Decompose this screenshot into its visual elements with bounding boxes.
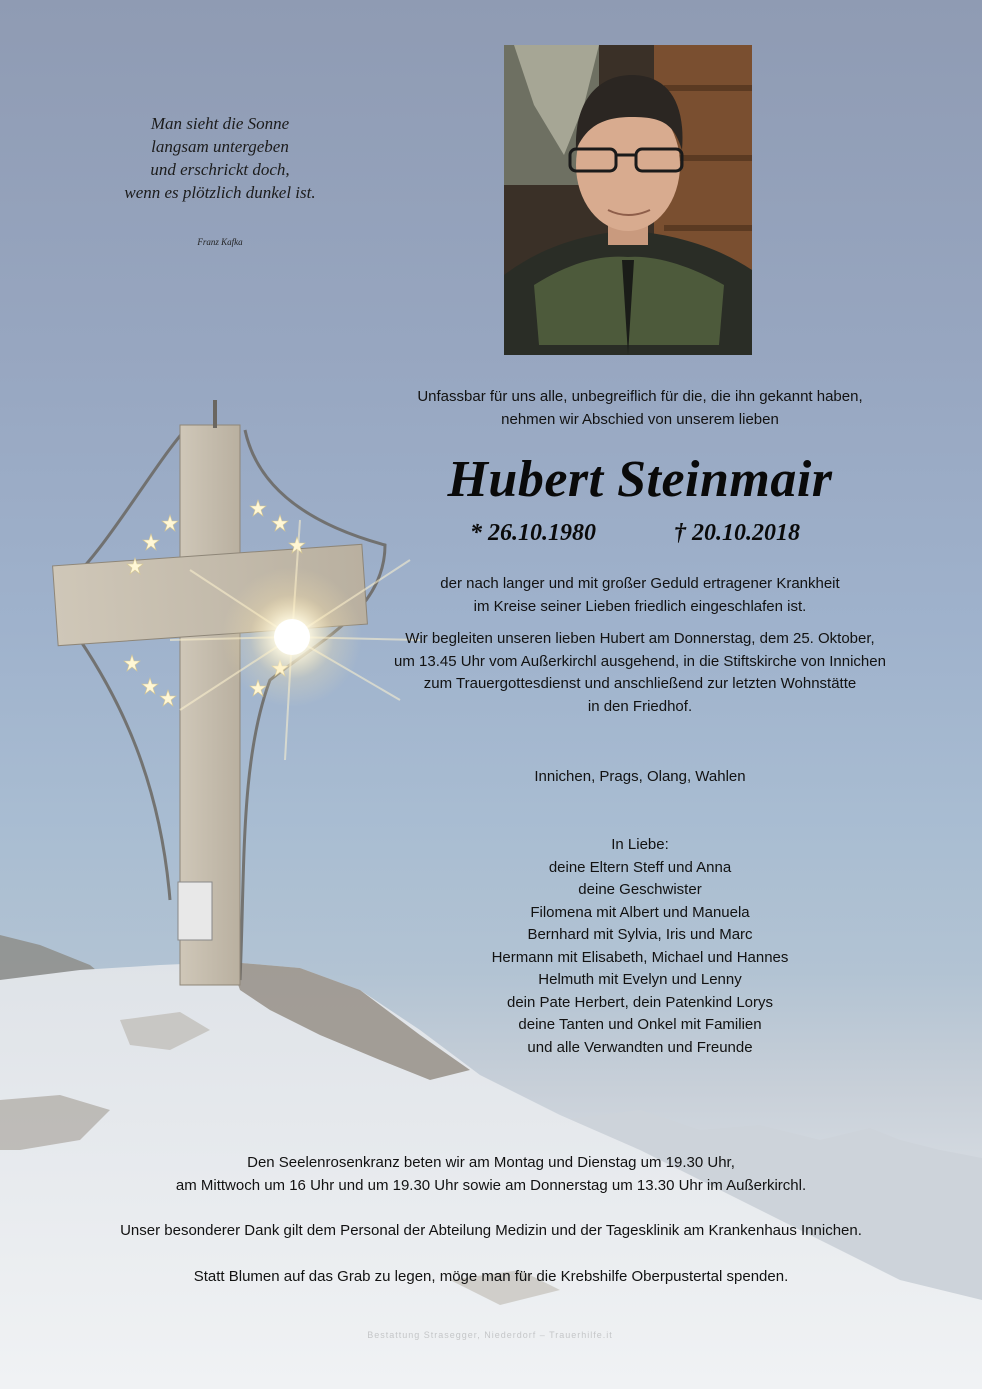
birth-date: * 26.10.1980 — [470, 520, 596, 546]
places-text: Innichen, Prags, Olang, Wahlen — [534, 768, 746, 785]
quote-author: Franz Kafka — [197, 237, 243, 247]
rosary-line: am Mittwoch um 16 Uhr und um 19.30 Uhr sowie am Donnerstag um 13.30 Uhr im Außerkirchl. — [175, 1176, 807, 1194]
mourner-line: Filomena mit Albert und Manuela — [530, 903, 750, 921]
portrait-photo — [504, 45, 752, 355]
mourner-line: Bernhard mit Sylvia, Iris und Marc — [527, 926, 753, 943]
deceased-name: Hubert Steinmair — [447, 451, 833, 508]
funeral-line: zum Trauergottesdienst und anschließend zur letzten Wohnstätte — [423, 675, 857, 692]
rosary-text — [40, 1152, 942, 1197]
mourner-line: Helmuth mit Evelyn und Lenny — [538, 971, 742, 988]
mourner-line: Hermann mit Elisabeth, Michael und Hannes — [491, 948, 789, 966]
intro-text — [380, 386, 900, 431]
rosary-line: Den Seelenrosenkranz beten wir am Montag und Dienstag um 19.30 Uhr, — [247, 1154, 735, 1171]
death-date: † 20.10.2018 — [674, 520, 800, 546]
mourners-list — [380, 834, 900, 1059]
quote-line: Man sieht die Sonne — [150, 114, 290, 133]
passing-line: der nach langer und mit großer Geduld ertragener Krankheit — [440, 575, 840, 592]
quote-text — [100, 112, 340, 204]
mourner-line: In Liebe: — [611, 836, 669, 853]
funeral-text — [380, 628, 900, 718]
funeral-line: Wir begleiten unseren lieben Hubert am Donnerstag, dem 25. Oktober, — [405, 630, 875, 647]
mourner-line: deine Eltern Steff und Anna — [548, 858, 732, 876]
mourner-line: und alle Verwandten und Freunde — [527, 1038, 753, 1056]
mourner-line: dein Pate Herbert, dein Patenkind Lorys — [507, 993, 773, 1011]
funeral-home-footer: Bestattung Strasegger, Niederdorf – Trauerhilfe.it — [367, 1330, 613, 1340]
mourner-line: deine Geschwister — [578, 881, 702, 898]
funeral-line: in den Friedhof. — [587, 697, 693, 715]
passing-line: im Kreise seiner Lieben friedlich eingeschlafen ist. — [473, 597, 807, 615]
passing-text — [380, 573, 900, 618]
quote-line: wenn es plötzlich dunkel ist. — [124, 183, 316, 202]
quote-line: und erschrickt doch, — [150, 160, 290, 179]
funeral-line: um 13.45 Uhr vom Außerkirchl ausgehend, in die Stiftskirche von Innichen — [394, 652, 886, 670]
thanks-text: Unser besonderer Dank gilt dem Personal der Abteilung Medizin und der Tagesklinik am Krankenhaus Innichen. — [120, 1222, 862, 1239]
quote-line: langsam untergeben — [151, 137, 289, 156]
intro-line: Unfassbar für uns alle, unbegreiflich für die, die ihn gekannt haben, — [417, 388, 863, 405]
mourner-line: deine Tanten und Onkel mit Familien — [518, 1016, 762, 1033]
intro-line: nehmen wir Abschied von unserem lieben — [501, 410, 779, 428]
donation-text: Statt Blumen auf das Grab zu legen, möge man für die Krebshilfe Oberpustertal spenden. — [193, 1268, 789, 1285]
